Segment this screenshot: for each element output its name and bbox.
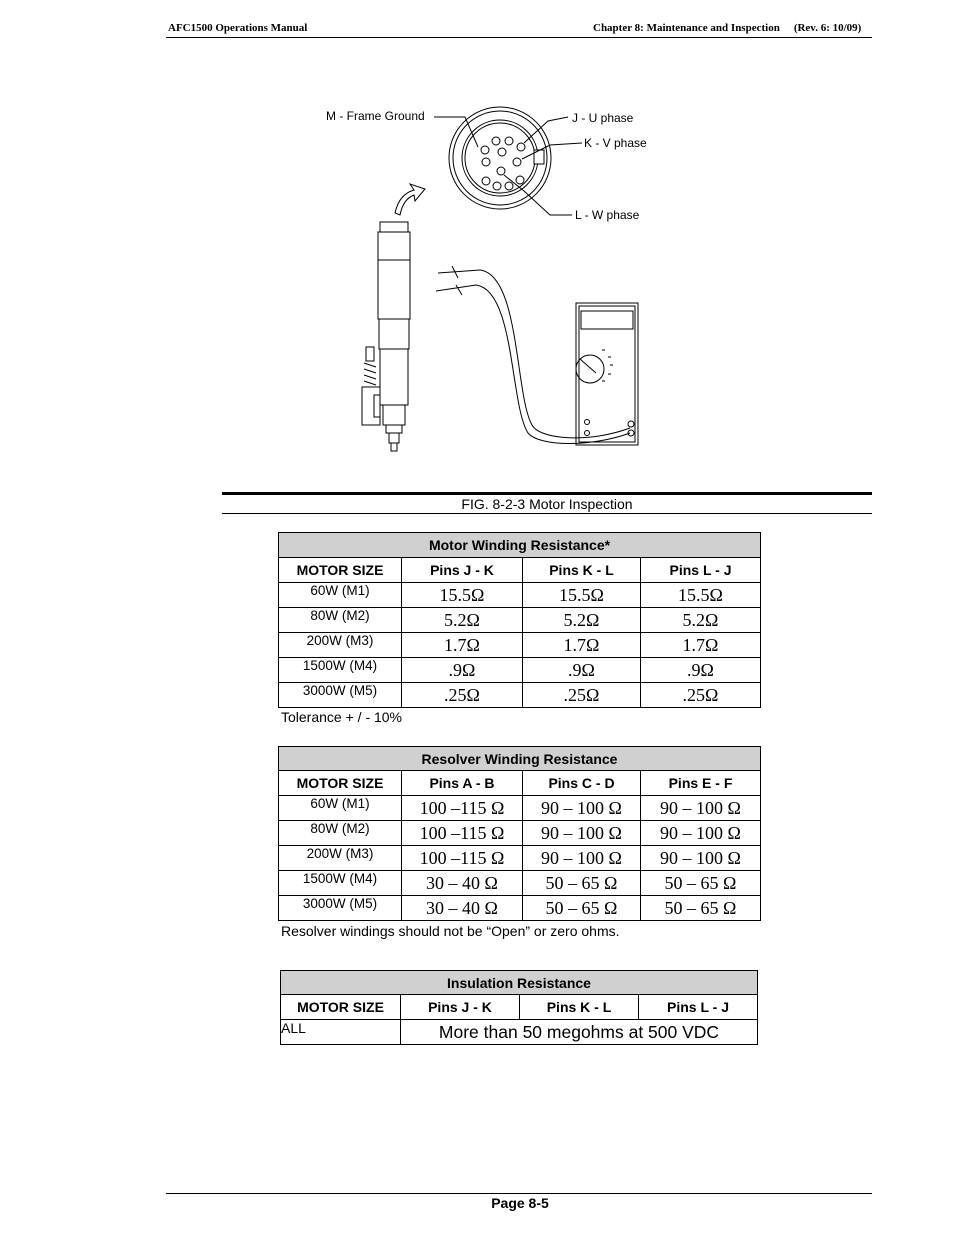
value-cell: 100 –115 Ω: [402, 796, 523, 821]
value-cell: 1.7Ω: [402, 633, 523, 658]
column-header: Pins C - D: [523, 771, 641, 796]
column-header: Pins J - K: [401, 995, 520, 1020]
label-u-phase: J - U phase: [572, 111, 634, 125]
caption-rule-bottom: [222, 513, 872, 514]
column-header: Pins L - J: [641, 558, 761, 583]
table-title: Resolver Winding Resistance: [279, 747, 761, 771]
resolver-winding-table: [278, 746, 761, 921]
column-header: MOTOR SIZE: [281, 995, 401, 1020]
table-row: [279, 633, 761, 658]
table-row: [279, 583, 761, 608]
column-header: Pins A - B: [402, 771, 523, 796]
test-leads-icon: [436, 266, 634, 444]
table-title: Motor Winding Resistance*: [279, 533, 761, 558]
motor-size-cell: 200W (M3): [279, 846, 402, 871]
label-v-phase: K - V phase: [584, 136, 647, 150]
header-chapter: [593, 22, 861, 34]
table-row: [279, 821, 761, 846]
value-cell: .9Ω: [523, 658, 641, 683]
label-frame-ground: M - Frame Ground: [326, 109, 425, 123]
multimeter-icon: [576, 303, 638, 445]
value-cell: .25Ω: [523, 683, 641, 708]
value-cell: 5.2Ω: [641, 608, 761, 633]
table-row: [279, 608, 761, 633]
value-cell: 90 – 100 Ω: [523, 846, 641, 871]
motor-size-cell: 1500W (M4): [279, 658, 402, 683]
tolerance-note: Tolerance + / - 10%: [281, 709, 403, 725]
value-cell: 90 – 100 Ω: [641, 821, 761, 846]
value-cell: 30 – 40 Ω: [402, 896, 523, 921]
column-header: Pins L - J: [639, 995, 758, 1020]
value-cell: 50 – 65 Ω: [523, 896, 641, 921]
caption-rule-top: [222, 492, 872, 495]
value-cell: 1.7Ω: [641, 633, 761, 658]
value-cell: 5.2Ω: [402, 608, 523, 633]
value-cell: 30 – 40 Ω: [402, 871, 523, 896]
value-cell: 90 – 100 Ω: [523, 821, 641, 846]
column-header: Pins J - K: [402, 558, 523, 583]
table-row: [281, 1020, 758, 1045]
column-header: Pins K - L: [520, 995, 639, 1020]
table-title: Insulation Resistance: [281, 971, 758, 995]
value-cell: 50 – 65 Ω: [523, 871, 641, 896]
value-cell: 15.5Ω: [402, 583, 523, 608]
column-header: MOTOR SIZE: [279, 558, 402, 583]
table-row: [279, 846, 761, 871]
header-revision: (Rev. 6: 10/09): [793, 22, 862, 34]
column-header: MOTOR SIZE: [279, 771, 402, 796]
label-w-phase: L - W phase: [575, 208, 640, 222]
table-row: [279, 871, 761, 896]
value-cell: 15.5Ω: [523, 583, 641, 608]
header-chapter-title: Chapter 8: Maintenance and Inspection: [593, 22, 780, 34]
motor-winding-table: [278, 532, 761, 708]
value-cell: 90 – 100 Ω: [523, 796, 641, 821]
value-cell: 50 – 65 Ω: [641, 896, 761, 921]
motor-inspection-figure: [300, 95, 660, 465]
connector-face-icon: [434, 107, 582, 215]
table-row: [279, 896, 761, 921]
header-rule: [166, 37, 872, 38]
arrow-icon: [395, 184, 425, 215]
motor-size-cell: 200W (M3): [279, 633, 402, 658]
value-cell: 100 –115 Ω: [402, 821, 523, 846]
page-number: Page 8-5: [491, 1195, 549, 1211]
value-cell: 1.7Ω: [523, 633, 641, 658]
table-row: [279, 658, 761, 683]
column-header: Pins E - F: [641, 771, 761, 796]
motor-size-cell: 3000W (M5): [279, 896, 402, 921]
value-cell: 15.5Ω: [641, 583, 761, 608]
insulation-table: [280, 970, 758, 1045]
value-cell: 100 –115 Ω: [402, 846, 523, 871]
value-cell: .9Ω: [402, 658, 523, 683]
value-cell: 50 – 65 Ω: [641, 871, 761, 896]
column-header: Pins K - L: [523, 558, 641, 583]
motor-size-cell: 60W (M1): [279, 796, 402, 821]
header-manual-title: AFC1500 Operations Manual: [168, 22, 308, 34]
motor-size-cell: 80W (M2): [279, 608, 402, 633]
value-cell: .25Ω: [641, 683, 761, 708]
motor-size-cell: 60W (M1): [279, 583, 402, 608]
table-row: [279, 796, 761, 821]
value-cell: 90 – 100 Ω: [641, 846, 761, 871]
resolver-note: Resolver windings should not be “Open” or zero ohms.: [281, 923, 620, 939]
motor-size-cell: ALL: [281, 1020, 401, 1045]
motor-size-cell: 3000W (M5): [279, 683, 402, 708]
value-cell: 90 – 100 Ω: [641, 796, 761, 821]
value-cell: .9Ω: [641, 658, 761, 683]
footer-rule: [166, 1193, 872, 1194]
table-row: [279, 683, 761, 708]
motor-icon: [362, 222, 410, 451]
motor-size-cell: 80W (M2): [279, 821, 402, 846]
value-cell: More than 50 megohms at 500 VDC: [401, 1020, 758, 1045]
motor-size-cell: 1500W (M4): [279, 871, 402, 896]
value-cell: .25Ω: [402, 683, 523, 708]
figure-caption: FIG. 8-2-3 Motor Inspection: [461, 496, 633, 512]
value-cell: 5.2Ω: [523, 608, 641, 633]
